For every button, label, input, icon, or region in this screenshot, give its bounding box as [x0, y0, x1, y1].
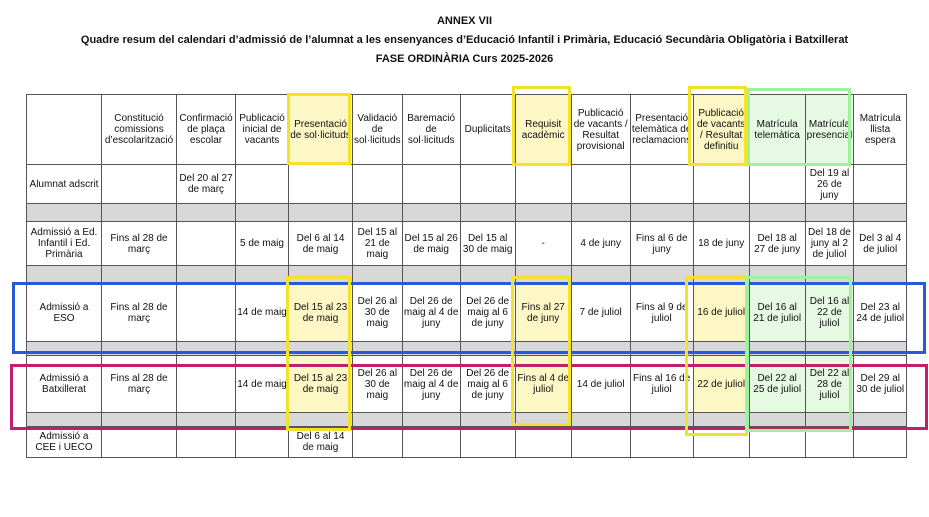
separator-cell [805, 342, 854, 356]
document-header [0, 12, 929, 69]
separator-cell [177, 413, 236, 427]
table-cell [571, 165, 630, 204]
table-cell [177, 356, 236, 413]
column-header: Publicació de vacants / Resultat definitiu [693, 95, 749, 165]
separator-cell [353, 342, 403, 356]
table-cell [402, 165, 460, 204]
table-cell: Fins al 28 de març [102, 284, 177, 342]
column-header: Confirmació de plaça escolar [177, 95, 236, 165]
separator-cell [236, 342, 289, 356]
table-cell: 7 de juliol [571, 284, 630, 342]
table-cell: Del 22 al 25 de juliol [749, 356, 805, 413]
table-cell [236, 165, 289, 204]
column-header: Matrícula presencial [805, 95, 854, 165]
table-cell [460, 427, 515, 458]
table-cell: 18 de juny [693, 222, 749, 266]
table-cell: Del 15 al 30 de maig [460, 222, 515, 266]
table-cell [571, 427, 630, 458]
separator-cell [353, 266, 403, 284]
table-cell: Del 15 al 23 de maig [289, 284, 353, 342]
table-cell: Del 26 al 30 de maig [353, 284, 403, 342]
table-cell [854, 165, 907, 204]
separator-cell [749, 204, 805, 222]
separator-cell [693, 342, 749, 356]
separator-cell [353, 413, 403, 427]
separator-row [27, 413, 907, 427]
separator-cell [460, 266, 515, 284]
row-label: Admissió a ESO [27, 284, 102, 342]
table-cell: Del 26 al 30 de maig [353, 356, 403, 413]
table-cell [177, 427, 236, 458]
separator-cell [854, 413, 907, 427]
separator-cell [693, 204, 749, 222]
separator-cell [630, 204, 693, 222]
table-cell [693, 165, 749, 204]
table-cell: Del 15 al 26 de maig [402, 222, 460, 266]
table-cell [515, 427, 571, 458]
table-cell [177, 222, 236, 266]
separator-cell [27, 413, 102, 427]
table-cell: 14 de juliol [571, 356, 630, 413]
table-cell: Fins al 16 de juliol [630, 356, 693, 413]
phase-title: FASE ORDINÀRIA Curs 2025-2026 [375, 53, 554, 65]
separator-cell [571, 342, 630, 356]
separator-cell [630, 266, 693, 284]
header-row [27, 95, 907, 165]
separator-row [27, 266, 907, 284]
separator-cell [177, 266, 236, 284]
separator-cell [460, 204, 515, 222]
row-alumnat-adscrit [27, 165, 907, 204]
table-cell: Del 26 de maig al 6 de juny [460, 356, 515, 413]
separator-cell [571, 204, 630, 222]
table-cell: Del 26 de maig al 4 de juny [402, 284, 460, 342]
separator-cell [177, 342, 236, 356]
table-cell: Fins al 27 de juny [515, 284, 571, 342]
separator-cell [854, 342, 907, 356]
column-header: Duplicitats [460, 95, 515, 165]
table-cell: 14 de maig [236, 284, 289, 342]
separator-cell [693, 266, 749, 284]
separator-cell [854, 204, 907, 222]
table-cell [289, 165, 353, 204]
separator-cell [27, 204, 102, 222]
table-cell [630, 165, 693, 204]
table-cell: 4 de juny [571, 222, 630, 266]
separator-cell [289, 413, 353, 427]
separator-cell [353, 204, 403, 222]
table-cell [460, 165, 515, 204]
separator-cell [515, 266, 571, 284]
table-cell: 16 de juliol [693, 284, 749, 342]
table-cell: Del 15 al 23 de maig [289, 356, 353, 413]
separator-cell [102, 342, 177, 356]
column-header [27, 95, 102, 165]
table-cell: Del 15 al 21 de maig [353, 222, 403, 266]
separator-cell [693, 413, 749, 427]
annex-title: ANNEX VII [436, 15, 492, 27]
table-cell: Fins al 28 de març [102, 356, 177, 413]
separator-cell [402, 413, 460, 427]
separator-cell [289, 266, 353, 284]
table-cell: 22 de juliol [693, 356, 749, 413]
table-cell [805, 427, 854, 458]
separator-cell [460, 413, 515, 427]
table-cell: Del 16 al 21 de juliol [749, 284, 805, 342]
separator-cell [402, 342, 460, 356]
table-cell: Fins al 6 de juny [630, 222, 693, 266]
column-header: Matrícula telemàtica [749, 95, 805, 165]
separator-cell [236, 413, 289, 427]
table-cell: Del 6 al 14 de maig [289, 427, 353, 458]
table-cell: Fins al 9 de juliol [630, 284, 693, 342]
table-cell: Del 3 al 4 de juliol [854, 222, 907, 266]
separator-cell [289, 204, 353, 222]
table-cell: Del 18 al 27 de juny [749, 222, 805, 266]
row-label: Admissió a Batxillerat [27, 356, 102, 413]
separator-cell [102, 204, 177, 222]
table-cell [353, 427, 403, 458]
table-cell: Del 19 al 26 de juny [805, 165, 854, 204]
separator-cell [27, 342, 102, 356]
table-cell: Del 18 de juny al 2 de juliol [805, 222, 854, 266]
separator-cell [805, 266, 854, 284]
table-cell [515, 165, 571, 204]
table-cell [353, 165, 403, 204]
table-cell: Del 29 al 30 de juliol [854, 356, 907, 413]
table-cell [749, 427, 805, 458]
row-label: Admissió a CEE i UECO [27, 427, 102, 458]
separator-cell [460, 342, 515, 356]
separator-cell [571, 266, 630, 284]
table-cell: Fins al 4 de juliol [515, 356, 571, 413]
table-cell: Del 26 de maig al 4 de juny [402, 356, 460, 413]
separator-cell [749, 266, 805, 284]
table-cell [854, 427, 907, 458]
separator-cell [805, 204, 854, 222]
column-header: Baremació de sol·licituds [402, 95, 460, 165]
table-cell: Del 23 al 24 de juliol [854, 284, 907, 342]
row-label: Admissió a Ed. Infantil i Ed. Primària [27, 222, 102, 266]
column-header: Validació de sol·licituds [353, 95, 403, 165]
column-header: Presentació de sol·licituds [289, 95, 353, 165]
table-cell: - [515, 222, 571, 266]
separator-cell [102, 266, 177, 284]
document-subtitle: Quadre resum del calendari d’admissió de l’alumnat a les ensenyances d’Educació Infantil i Primària, Educació Secundària Obligatòria i Batxillerat [80, 34, 849, 46]
column-header: Publicació de vacants / Resultat provisional [571, 95, 630, 165]
separator-cell [289, 342, 353, 356]
separator-cell [402, 204, 460, 222]
table-cell [236, 427, 289, 458]
separator-cell [630, 413, 693, 427]
table-cell [630, 427, 693, 458]
table-cell [749, 165, 805, 204]
table-cell: Del 22 al 28 de juliol [805, 356, 854, 413]
column-header: Presentació telemàtica de reclamacions [630, 95, 693, 165]
separator-cell [571, 413, 630, 427]
column-header: Matrícula llista espera [854, 95, 907, 165]
table-cell: Del 26 de maig al 6 de juny [460, 284, 515, 342]
column-header: Constitució comissions d’escolarització [102, 95, 177, 165]
admission-calendar-table [26, 94, 907, 458]
row-infantil-primaria [27, 222, 907, 266]
row-batxillerat [27, 356, 907, 413]
separator-cell [515, 204, 571, 222]
row-cee-ueco [27, 427, 907, 458]
separator-row [27, 204, 907, 222]
separator-cell [102, 413, 177, 427]
table-cell: Fins al 28 de març [102, 222, 177, 266]
separator-cell [749, 413, 805, 427]
separator-cell [749, 342, 805, 356]
table-cell [402, 427, 460, 458]
separator-cell [515, 413, 571, 427]
column-header: Publicació inicial de vacants [236, 95, 289, 165]
table-cell [177, 284, 236, 342]
separator-row [27, 342, 907, 356]
separator-cell [236, 266, 289, 284]
separator-cell [630, 342, 693, 356]
row-eso [27, 284, 907, 342]
table-cell: Del 20 al 27 de març [177, 165, 236, 204]
separator-cell [854, 266, 907, 284]
table-cell: 5 de maig [236, 222, 289, 266]
table-cell: Del 16 al 22 de juliol [805, 284, 854, 342]
table-cell: Del 6 al 14 de maig [289, 222, 353, 266]
separator-cell [27, 266, 102, 284]
column-header: Requisit acadèmic [515, 95, 571, 165]
separator-cell [805, 413, 854, 427]
table-cell [102, 427, 177, 458]
separator-cell [236, 204, 289, 222]
table-cell [102, 165, 177, 204]
separator-cell [402, 266, 460, 284]
separator-cell [515, 342, 571, 356]
separator-cell [177, 204, 236, 222]
row-label: Alumnat adscrit [27, 165, 102, 204]
table-cell [693, 427, 749, 458]
table-cell: 14 de maig [236, 356, 289, 413]
